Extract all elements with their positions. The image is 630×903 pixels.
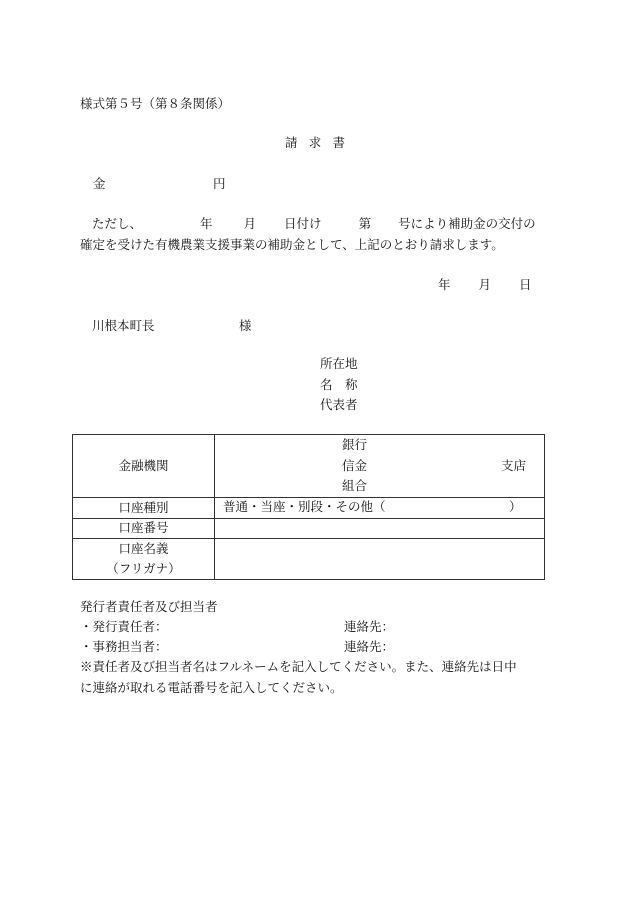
account-type-close-paren: ） — [509, 499, 522, 514]
account-name-label: 口座名義 — [118, 541, 169, 556]
date-year-label: 年 — [438, 277, 451, 292]
issue-month-label: 月 — [243, 216, 257, 231]
applicant-representative-label: 代表者 — [320, 397, 358, 412]
amount-prefix: 金 — [93, 176, 106, 191]
date-day-label: 日 — [519, 277, 532, 292]
request-paragraph-line2: 確定を受けた有機農業支援事業の補助金として、上記のとおり請求します。 — [80, 237, 504, 252]
account-type-row — [73, 498, 545, 519]
tadashi-text: ただし、 — [92, 216, 143, 231]
kumiai-type-label: 組合 — [342, 478, 368, 493]
applicant-address-label: 所在地 — [320, 356, 358, 371]
issuer-heading: 発行者責任者及び担当者 — [80, 599, 218, 614]
page-title: 請求書 — [284, 135, 357, 150]
financial-institution-cell[interactable] — [215, 435, 545, 498]
applicant-name-label: 名 称 — [320, 377, 358, 392]
staff-person-label: ・事務担当者： — [80, 639, 168, 654]
date-line — [438, 279, 532, 292]
account-name-label-cell — [73, 539, 215, 580]
responsible-person-label: ・発行責任者： — [80, 619, 168, 634]
bank-type-label: 銀行 — [342, 437, 368, 452]
responsible-contact-label: 連絡先： — [344, 619, 395, 634]
paragraph-line1-rest: 号により補助金の交付の — [398, 216, 536, 231]
account-number-label: 口座番号 — [73, 519, 215, 539]
account-type-cell[interactable] — [215, 498, 545, 519]
bank-account-table — [72, 434, 545, 580]
account-type-options: 普通・当座・別段・その他（ — [223, 499, 386, 514]
account-number-cell[interactable] — [215, 519, 545, 539]
furigana-label: （フリガナ） — [106, 561, 181, 576]
issue-year-label: 年 — [200, 216, 213, 231]
number-prefix-label: 第 — [358, 216, 372, 231]
account-type-label: 口座種別 — [73, 498, 215, 519]
financial-institution-row — [73, 435, 545, 498]
request-paragraph-line1 — [92, 218, 536, 231]
issue-day-label: 日付け — [284, 216, 322, 231]
note-line1: ※責任者及び担当者名はフルネームを記入してください。また、連絡先は日中 — [80, 659, 517, 674]
note-line2: に連絡が取れる電話番号を記入してください。 — [80, 680, 343, 695]
financial-institution-label: 金融機関 — [73, 435, 215, 498]
addressee-honorific: 様 — [239, 318, 252, 333]
staff-contact-label: 連絡先： — [344, 639, 395, 654]
addressee-name: 川根本町長 — [92, 318, 155, 333]
form-number: 様式第５号（第８条関係） — [80, 96, 231, 111]
amount-unit: 円 — [213, 176, 226, 191]
account-name-cell[interactable] — [215, 539, 545, 580]
branch-label: 支店 — [501, 458, 527, 473]
account-name-row — [73, 539, 545, 580]
shinkin-type-label: 信金 — [342, 458, 368, 473]
date-month-label: 月 — [478, 277, 492, 292]
account-number-row — [73, 519, 545, 539]
